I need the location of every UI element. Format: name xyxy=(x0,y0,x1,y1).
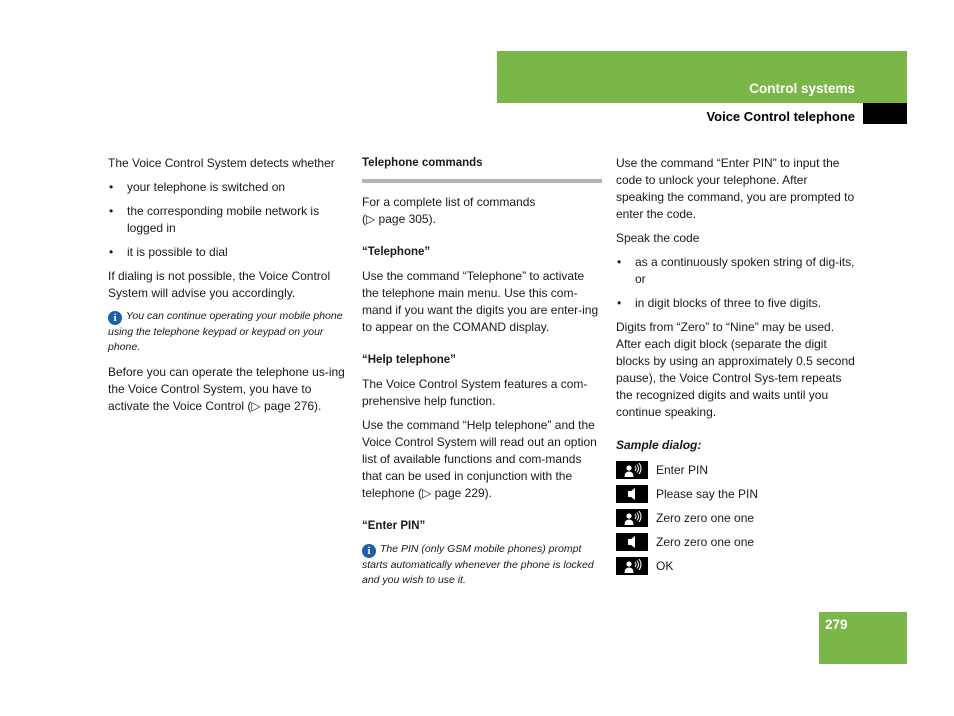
dialog-row xyxy=(616,460,856,480)
help-paragraph-1: The Voice Control System features a com-prehensive help function. xyxy=(362,377,588,408)
heading-enter-pin: “Enter PIN” xyxy=(362,520,426,532)
note-text: The PIN (only GSM mobile phones) prompt starts automatically whenever the phone is locked and you wish to use it. xyxy=(362,543,594,586)
page-reference: ▷ page 276 xyxy=(251,399,315,413)
dialog-text: Zero zero one one xyxy=(656,510,755,525)
activation-text-end: ). xyxy=(314,399,322,413)
list-item: • the corresponding mobile network is logged in xyxy=(108,203,348,237)
dialog-text: Zero zero one one xyxy=(656,534,755,549)
intro-text: The Voice Control System detects whether xyxy=(108,156,335,170)
speak-code-text: Speak the code xyxy=(616,231,700,245)
dialog-text: Please say the PIN xyxy=(656,486,759,501)
dialog-row xyxy=(616,508,856,528)
help-paragraph-2 xyxy=(362,417,602,502)
info-note xyxy=(362,542,602,588)
list-item: • in digit blocks of three to five digits. xyxy=(616,295,856,312)
activation-text: Before you can operate the telephone us-ing the Voice Control System, you have to activate the Voice Control ( xyxy=(108,365,345,413)
detection-list xyxy=(108,179,348,261)
speaking-person-icon xyxy=(616,509,648,527)
note-text: You can continue operating your mobile phone using the telephone keypad or keypad on your phone. xyxy=(108,310,343,353)
column-1 xyxy=(108,155,348,422)
heading-telephone: “Telephone” xyxy=(362,246,431,258)
heading-rule xyxy=(362,179,602,183)
sample-dialog-title: Sample dialog: xyxy=(616,438,702,452)
speaking-person-icon xyxy=(616,461,648,479)
commands-list-text: For a complete list of commands xyxy=(362,195,536,209)
speaker-icon xyxy=(616,533,648,551)
commands-list-paragraph xyxy=(362,194,602,228)
activation-paragraph xyxy=(108,364,348,415)
page-reference: (▷ page 305). xyxy=(362,212,436,226)
info-icon: i xyxy=(362,544,376,558)
column-3 xyxy=(616,155,856,580)
header-black-tab xyxy=(863,103,907,124)
speaker-icon xyxy=(616,485,648,503)
list-item: • it is possible to dial xyxy=(108,244,348,261)
enter-pin-paragraph: Use the command “Enter PIN” to input the code to unlock your telephone. After speaking the command, you are prompted to enter the code. xyxy=(616,156,855,221)
dialog-text: Enter PIN xyxy=(656,462,709,477)
dialog-text: OK xyxy=(656,558,674,573)
column-2 xyxy=(362,155,602,597)
help-text: Use the command “Help telephone” and the Voice Control System will read out an option list of available functions and com-mands that can be used in conjunction with the telephone ( xyxy=(362,418,597,500)
list-item: • as a continuously spoken string of dig-its, or xyxy=(616,254,856,288)
heading-help-telephone: “Help telephone” xyxy=(362,354,456,366)
telephone-paragraph: Use the command “Telephone” to activate the telephone main menu. Use this com-mand if you want the digits you are enter-ing to appear on the COMAND display. xyxy=(362,269,599,334)
help-text-end: ). xyxy=(484,486,493,500)
info-icon: i xyxy=(108,311,122,325)
dialog-row xyxy=(616,556,856,576)
dialog-row xyxy=(616,484,856,504)
digits-paragraph: Digits from “Zero” to “Nine” may be used. After each digit block (separate the digit blocks by using an approximately 0.5 second pause), the Voice Control Sys-tem repeats the recognized digits and waits until you continue speaking. xyxy=(616,320,855,419)
heading-telephone-commands: Telephone commands xyxy=(362,157,483,169)
speaking-person-icon xyxy=(616,557,648,575)
section-title: Control systems xyxy=(749,81,855,96)
list-item: • your telephone is switched on xyxy=(108,179,348,196)
page-reference: ▷ page 229 xyxy=(422,486,485,500)
page-subtitle: Voice Control telephone xyxy=(706,109,855,124)
page-number: 279 xyxy=(825,617,848,632)
speak-options-list xyxy=(616,254,856,312)
info-note xyxy=(108,309,348,355)
dialog-row xyxy=(616,532,856,552)
dialing-paragraph: If dialing is not possible, the Voice Control System will advise you accordingly. xyxy=(108,269,331,300)
